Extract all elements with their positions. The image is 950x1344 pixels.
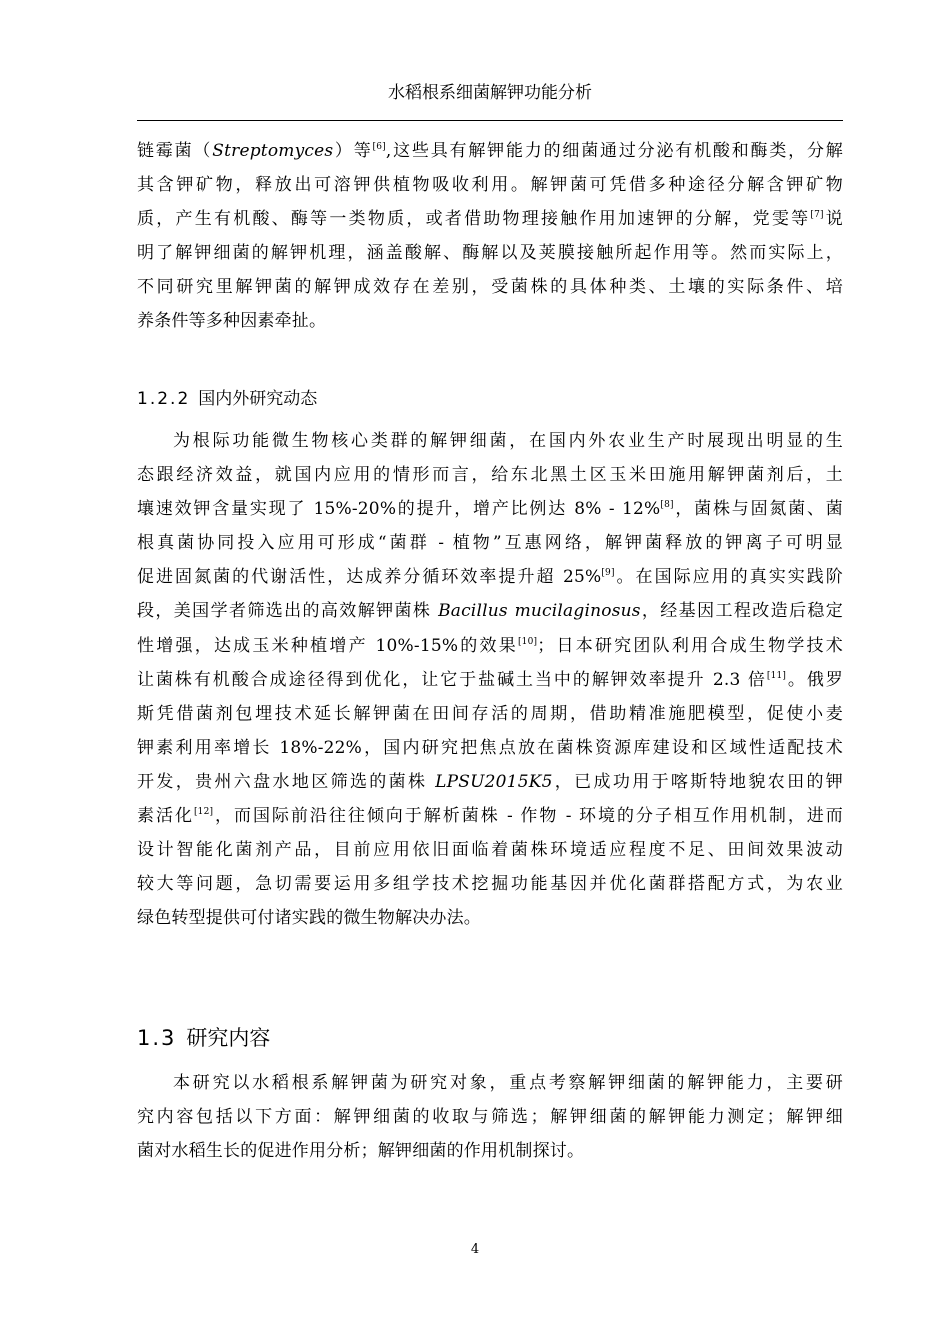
text-line: 钾素利用率增长 18%-22%，国内研究把焦点放在菌株资源库建设和区域性适配技术 — [137, 737, 843, 758]
text-run: 壤速效钾含量实现了 15%-20%的提升，增产比例达 8% - 12% — [137, 499, 661, 520]
text-run: 开发，贵州六盘水地区筛选的菌株 — [137, 771, 436, 792]
page-number: 4 — [470, 1242, 480, 1257]
text-run: 链霉菌（ — [137, 141, 213, 161]
subsection-heading — [137, 384, 317, 409]
text-line — [137, 663, 843, 697]
text-run: 素活化 — [137, 806, 194, 827]
text-line — [137, 765, 843, 799]
text-line: 养条件等多种因素牵扯。 — [137, 311, 327, 332]
text-line: 较大等问题，急切需要运用多组学技术挖掘功能基因并优化菌群搭配方式，为农业 — [137, 874, 843, 895]
species-name: Streptomyces — [212, 141, 334, 161]
text-line: 其含钾矿物，释放出可溶钾供植物吸收利用。解钾菌可凭借多种途径分解含钾矿物 — [137, 175, 843, 196]
text-run: ，而国际前沿往往倾向于解析菌株 - 作物 - 环境的分子相互作用机制，进而 — [213, 806, 843, 827]
text-line — [137, 799, 843, 833]
text-run: 。在国际应用的真实实践阶 — [614, 567, 843, 588]
text-run: ，经基因工程改造后稳定 — [640, 601, 844, 622]
species-name: Bacillus mucilaginosus — [438, 601, 641, 622]
text-run: 促进固氮菌的代谢活性，达成养分循环效率提升超 25% — [137, 567, 602, 588]
text-line — [137, 594, 843, 628]
paragraph-intro-continued — [137, 134, 843, 339]
citation-ref: [8] — [660, 500, 674, 511]
running-header: 水稻根系细菌解钾功能分析 — [388, 83, 592, 103]
text-line: 态跟经济效益，就国内应用的情形而言，给东北黑土区玉米田施用解钾菌剂后，土 — [137, 465, 843, 486]
subsection-title: 国内外研究动态 — [198, 389, 318, 409]
text-run: ,这些具有解钾能力的细菌通过分泌有机酸和酶类，分解 — [385, 141, 843, 161]
text-line: 本研究以水稻根系解钾菌为研究对象，重点考察解钾细菌的解钾能力，主要研 — [173, 1073, 843, 1093]
citation-ref: [10] — [517, 636, 538, 647]
text-line: 为根际功能微生物核心类群的解钾细菌，在国内外农业生产时展现出明显的生 — [173, 431, 843, 451]
text-line: 究内容包括以下方面：解钾细菌的收取与筛选；解钾细菌的解钾能力测定；解钾细 — [137, 1107, 843, 1128]
text-line: 不同研究里解钾菌的解钾成效存在差别，受菌株的具体种类、土壤的实际条件、培 — [137, 277, 843, 298]
text-line — [137, 492, 843, 526]
section-title: 研究内容 — [186, 1026, 271, 1050]
section-heading — [137, 1022, 270, 1052]
citation-ref: [12] — [193, 807, 214, 818]
text-run: ，菌株与固氮菌、菌 — [673, 499, 843, 520]
text-run: 。俄罗 — [786, 669, 843, 690]
citation-ref: [6] — [372, 142, 386, 152]
citation-ref: [9] — [601, 568, 615, 579]
citation-ref: [11] — [766, 670, 787, 681]
text-line — [137, 202, 843, 236]
text-run: 让菌株有机酸合成途径得到优化，让它于盐碱土当中的解钾效率提升 2.3 倍 — [137, 669, 767, 690]
paragraph-research-content — [137, 1066, 843, 1168]
text-line: 绿色转型提供可付诸实践的微生物解决办法。 — [137, 908, 481, 929]
text-line: 根真菌协同投入应用可形成“菌群 - 植物”互惠网络，解钾菌释放的钾离子可明显 — [137, 533, 843, 554]
citation-ref: [7] — [810, 210, 824, 221]
text-line: 设计智能化菌剂产品，目前应用依旧面临着菌株环境适应程度不足、田间效果波动 — [137, 840, 843, 861]
text-run: 段，美国学者筛选出的高效解钾菌株 — [137, 601, 439, 622]
text-line: 斯凭借菌剂包埋技术延长解钾菌在田间存活的周期，借助精准施肥模型，促使小麦 — [137, 703, 843, 724]
paragraph-research-status — [137, 424, 843, 935]
text-run: 性增强，达成玉米种植增产 10%-15%的效果 — [137, 635, 518, 656]
text-line: 菌对水稻生长的促进作用分析；解钾细菌的作用机制探讨。 — [137, 1141, 585, 1162]
text-line — [137, 629, 843, 663]
text-run: ；日本研究团队利用合成生物学技术 — [537, 635, 843, 656]
text-run: ，已成功用于喀斯特地貌农田的钾 — [552, 771, 843, 792]
section-number: 1.3 — [137, 1026, 177, 1050]
text-line — [137, 560, 843, 594]
subsection-number: 1.2.2 — [137, 389, 191, 409]
strain-name: LPSU2015K5 — [435, 771, 553, 792]
header-rule — [137, 120, 843, 121]
text-line: 明了解钾细菌的解钾机理，涵盖酸解、酶解以及荚膜接触所起作用等。然而实际上， — [137, 243, 843, 264]
text-line — [137, 134, 843, 168]
text-run: 质，产生有机酸、酶等一类物质，或者借助物理接触作用加速钾的分解，党雯等 — [137, 209, 811, 230]
text-run: 说 — [823, 209, 844, 230]
text-run: ）等 — [333, 141, 373, 161]
